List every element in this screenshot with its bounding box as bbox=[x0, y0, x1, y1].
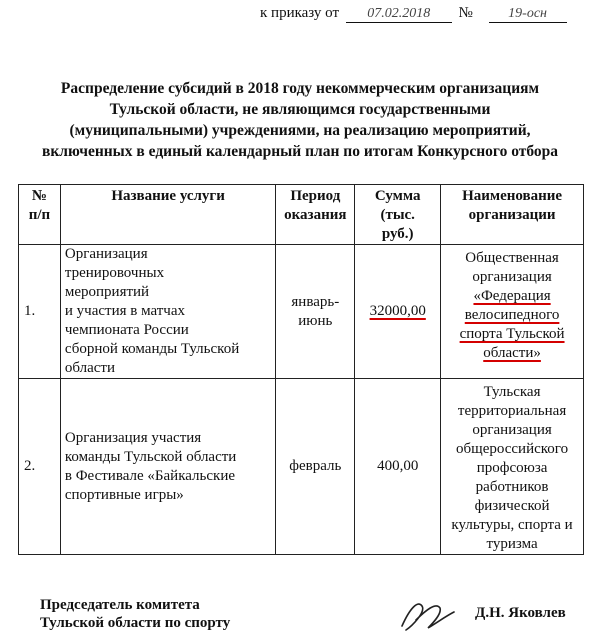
title-line: Распределение субсидий в 2018 году некоммерческим организациям bbox=[60, 80, 540, 97]
org-highlight-line: спорта Тульской bbox=[459, 326, 565, 342]
row-num: 2. bbox=[19, 379, 61, 555]
row-sum: 400,00 bbox=[355, 379, 441, 555]
header-service: Название услуги bbox=[60, 185, 275, 245]
row-period: февраль bbox=[276, 379, 355, 555]
title-line: (муниципальными) учреждениями, на реализацию мероприятий, bbox=[69, 122, 531, 139]
row-service: Организация тренировочных мероприятий и участия в матчах чемпионата России сборной команды Тульской области bbox=[60, 245, 275, 379]
org-highlight-line: велосипедного bbox=[464, 307, 560, 323]
table-row bbox=[19, 245, 584, 379]
row-period: январь- июнь bbox=[276, 245, 355, 379]
row-org: Общественная организация «Федерация велосипедного спорта Тульской области» bbox=[441, 245, 584, 379]
title-line: включенных в единый календарный план по итогам Конкурсного отбора bbox=[41, 143, 559, 160]
sum-highlighted: 32000,00 bbox=[369, 303, 426, 319]
order-prefix: к приказу от bbox=[260, 5, 340, 21]
order-number-prefix: № bbox=[458, 5, 473, 21]
subsidy-table bbox=[18, 184, 584, 555]
title-line: Тульской области, не являющимся государственными bbox=[109, 101, 491, 118]
order-date-handwritten: 07.02.2018 bbox=[346, 6, 452, 23]
header-sum: Сумма (тыс. руб.) bbox=[355, 185, 441, 245]
signatory-name: Д.Н. Яковлев bbox=[475, 605, 566, 621]
row-org: Тульская территориальная организация общероссийского профсоюза работников физической культуры, спорта и туризма bbox=[441, 379, 584, 555]
header-period: Период оказания bbox=[276, 185, 355, 245]
header-num: № п/п bbox=[19, 185, 61, 245]
signatory-position: Председатель комитета Тульской области по спорту bbox=[40, 597, 231, 631]
org-highlight-line: области» bbox=[483, 345, 541, 361]
table-header-row bbox=[19, 185, 584, 245]
order-number-handwritten: 19-осн bbox=[489, 6, 567, 23]
handwritten-signature bbox=[392, 596, 462, 631]
row-num: 1. bbox=[19, 245, 61, 379]
order-reference-line bbox=[260, 5, 567, 23]
org-highlight-line: «Федерация bbox=[473, 288, 551, 304]
table-row bbox=[19, 379, 584, 555]
row-sum bbox=[355, 245, 441, 379]
row-service: Организация участия команды Тульской области в Фестивале «Байкальские спортивные игры» bbox=[60, 379, 275, 555]
document-title bbox=[0, 78, 600, 162]
header-org: Наименование организации bbox=[441, 185, 584, 245]
